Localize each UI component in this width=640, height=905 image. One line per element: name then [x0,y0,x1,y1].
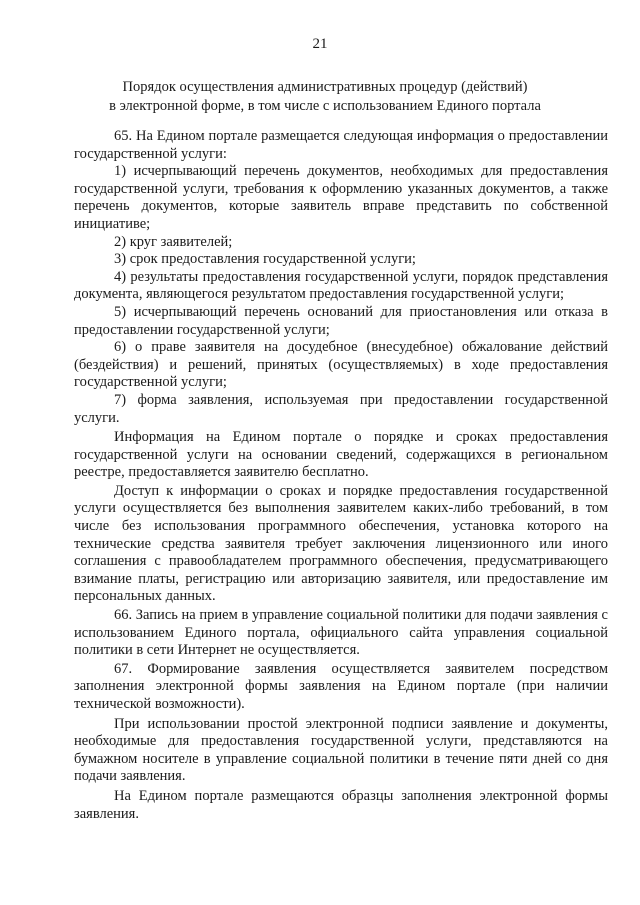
list-item-5: 5) исчерпывающий перечень оснований для приостановления или отказа в предоставлении государственной услуги; [74,303,608,338]
paragraph-67: 67. Формирование заявления осуществляется заявителем посредством заполнения электронной формы заявления на Едином портале (при наличии технической возможности). [74,660,608,712]
section-heading [90,78,560,116]
list-item-4: 4) результаты предоставления государственной услуги, порядок представления документа, являющегося результатом предоставления государственной услуги; [74,268,608,303]
paragraph-signature: При использовании простой электронной подписи заявление и документы, необходимые для предоставления государственной услуги, представляются на бумажном носителе в управление социальной политики в течение пяти дней со дня подачи заявления. [74,715,608,785]
paragraph-66: 66. Запись на прием в управление социальной политики для подачи заявления с использованием Единого портала, официального сайта управления социальной политики в сети Интернет не осуществляется. [74,607,608,659]
section-heading-line-2: в электронной форме, в том числе с использованием Единого портала [109,98,541,114]
document-body [74,128,608,823]
paragraph-samples: На Едином портале размещаются образцы заполнения электронной формы заявления. [74,787,608,822]
paragraph-65-intro: 65. На Едином портале размещается следующая информация о предоставлении государственной услуги: [74,128,608,162]
paragraph-access: Доступ к информации о сроках и порядке предоставления государственной услуги осуществляется без выполнения заявителем каких-либо требований, в том числе без использования программного обеспечения, установка которого на технические средства заявителя требует заключения лицензионного или иного соглашения с правообладателем программного обеспечения, предусматривающего взимание платы, регистрацию или авторизацию заявителя, или предоставление им персональных данных. [74,482,608,605]
list-item-2: 2) круг заявителей; [114,233,233,250]
list-item-3: 3) срок предоставления государственной услуги; [114,251,416,268]
section-heading-line-1: Порядок осуществления административных процедур (действий) [122,79,528,95]
list-item-7: 7) форма заявления, используемая при предоставлении государственной услуги. [74,391,608,426]
page-number: 21 [312,36,328,52]
list-item-6: 6) о праве заявителя на досудебное (внесудебное) обжалование действий (бездействия) и решений, принятых (осуществляемых) в ходе предоставления государственной услуги; [74,339,608,391]
list-item-1: 1) исчерпывающий перечень документов, необходимых для предоставления государственной услуги, требования к оформлению указанных документов, а также перечень документов, которые заявитель вправе представить по собственной инициативе; [74,163,608,232]
paragraph-info-free: Информация на Едином портале о порядке и сроках предоставления государственной услуги на основании сведений, содержащихся в региональном реестре, предоставляется заявителю бесплатно. [74,429,608,481]
